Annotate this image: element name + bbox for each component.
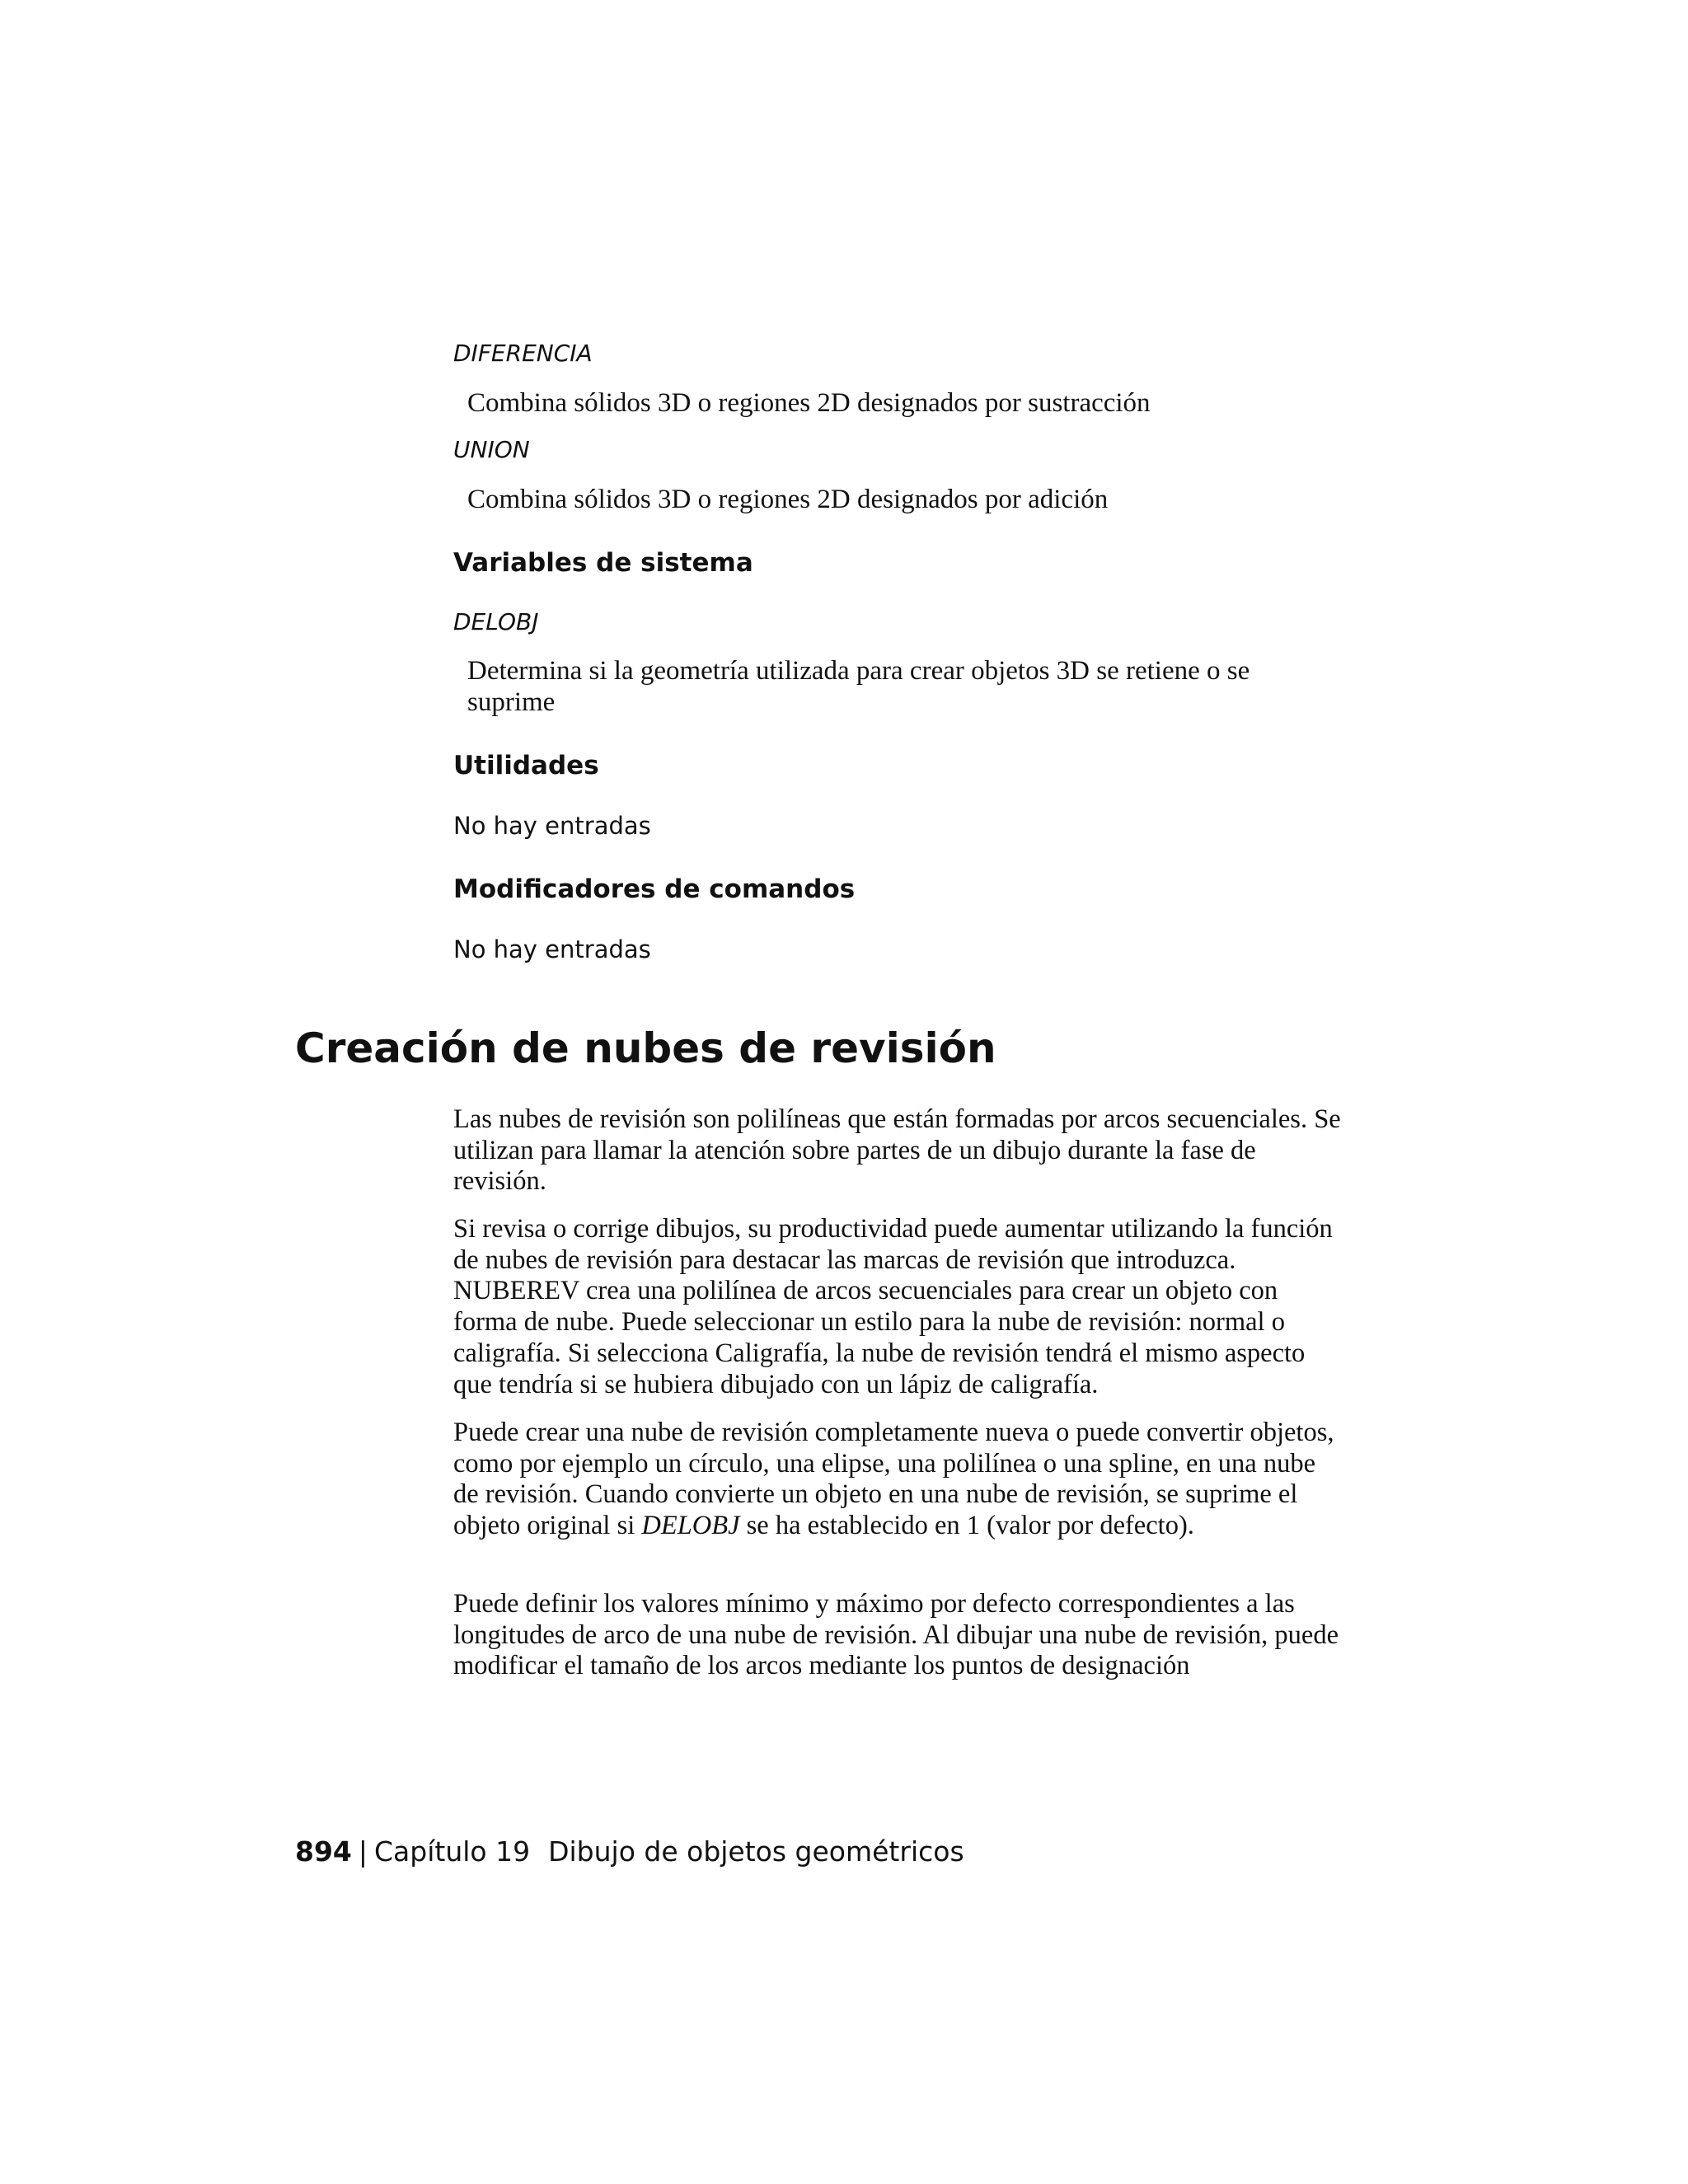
entry-description-diferencia: Combina sólidos 3D o regiones 2D designados por sustracción xyxy=(467,388,1151,418)
page-number: 894 xyxy=(295,1835,352,1868)
chapter-title: Dibujo de objetos geométricos xyxy=(548,1835,964,1868)
body-paragraph: Las nubes de revisión son polilíneas que están formadas por arcos secuenciales. Se utilizan para llamar la atención sobre partes de un dibujo durante la fase de revisión. xyxy=(453,1104,1341,1197)
utilities-heading: Utilidades xyxy=(453,751,599,780)
paragraph-text: Puede crear una nube de revisión completamente nueva o puede convertir objetos, como por ejemplo un círculo, una elipse, una polilínea o una spline, en una nube de revisión. Cuando convierte un objeto en una nube de revisión, se suprime el objeto original si xyxy=(453,1418,1334,1541)
utilities-text: No hay entradas xyxy=(453,812,651,840)
body-paragraph xyxy=(453,1418,1343,1542)
body-paragraph: Puede definir los valores mínimo y máximo por defecto correspondientes a las longitudes de arco de una nube de revisión. Al dibujar una nube de revisión, puede modificar el tamaño de los arcos mediante los puntos de designación xyxy=(453,1589,1339,1681)
entry-term-diferencia: DIFERENCIA xyxy=(453,340,593,367)
command-modifiers-heading: Modificadores de comandos xyxy=(453,874,856,904)
body-paragraph: Si revisa o corrige dibujos, su productividad puede aumentar utilizando la función de nubes de revisión para destacar las marcas de revisión que introduzca. NUBEREV crea una polilínea de arcos secuenciales para crear un objeto con forma de nube. Puede seleccionar un estilo para la nube de revisión: normal o caligrafía. Si selecciona Caligrafía, la nube de revisión tendrá el mismo aspecto que tendría si se hubiera dibujado con un lápiz de caligrafía. xyxy=(453,1214,1333,1399)
variable-name: DELOBJ xyxy=(641,1511,740,1541)
system-variables-heading: Variables de sistema xyxy=(453,548,753,578)
footer-separator: | xyxy=(358,1835,368,1868)
entry-description-union: Combina sólidos 3D o regiones 2D designados por adición xyxy=(467,485,1109,514)
chapter-label: Capítulo 19 xyxy=(374,1835,531,1868)
command-modifiers-text: No hay entradas xyxy=(453,935,651,963)
section-title: Creación de nubes de revisión xyxy=(295,1024,996,1072)
entry-term-union: UNION xyxy=(453,436,530,463)
system-variable-term: DELOBJ xyxy=(453,608,539,635)
paragraph-text: se ha establecido en 1 (valor por defecto). xyxy=(739,1511,1194,1541)
system-variable-description: Determina si la geometría utilizada para crear objetos 3D se retiene o se suprime xyxy=(467,656,1250,717)
page-footer xyxy=(295,1834,964,1870)
